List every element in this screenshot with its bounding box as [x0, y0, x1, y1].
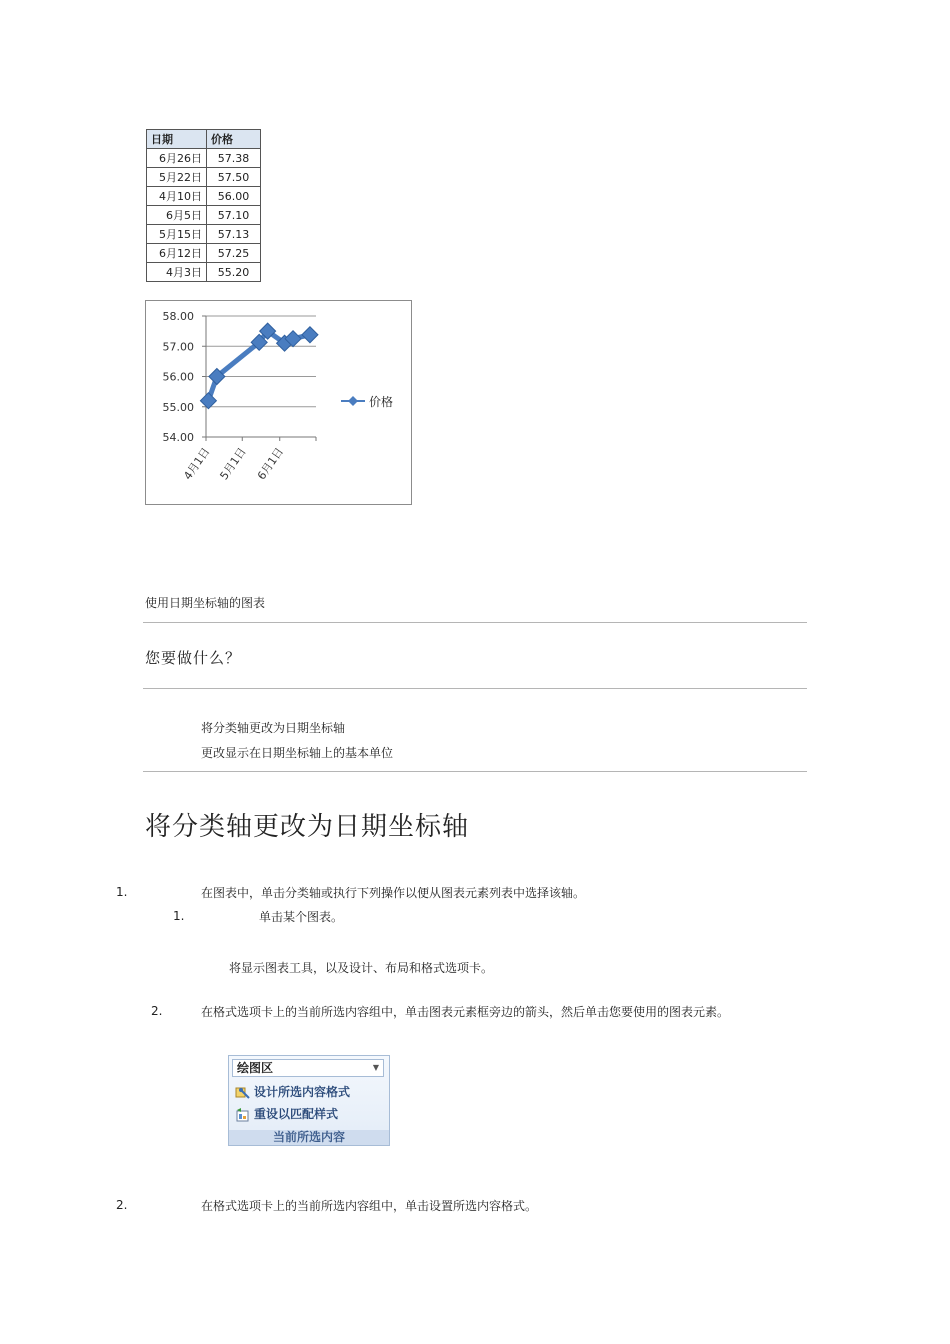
cell-price: 57.38 [207, 149, 261, 168]
table-row [147, 149, 261, 168]
link-change-base-unit[interactable]: 更改显示在日期坐标轴上的基本单位 [201, 746, 394, 760]
reset-to-match-style-button[interactable] [235, 1105, 338, 1123]
table-row [147, 168, 261, 187]
line-chart [145, 300, 412, 505]
step-1b-number: 2. [151, 1004, 163, 1018]
step-2-number: 2. [116, 1198, 128, 1212]
step-1a-note: 将显示图表工具，以及设计、布局和格式选项卡。 [229, 961, 494, 975]
x-tick-label: 5月1日 [217, 445, 249, 483]
chevron-down-icon[interactable]: ▼ [372, 1063, 379, 1072]
y-tick-label: 58.00 [162, 310, 194, 323]
cell-price: 55.20 [207, 263, 261, 282]
cell-price: 57.25 [207, 244, 261, 263]
divider [143, 771, 807, 772]
cell-date: 4月10日 [147, 187, 207, 206]
cell-price: 57.50 [207, 168, 261, 187]
header-price: 价格 [207, 130, 261, 149]
link-change-to-date-axis[interactable]: 将分类轴更改为日期坐标轴 [201, 721, 346, 735]
cell-date: 5月15日 [147, 225, 207, 244]
price-data-table [146, 129, 261, 282]
reset-style-icon [235, 1108, 251, 1122]
question-heading: 您要做什么？ [145, 649, 242, 667]
format-selection-label: 设计所选内容格式 [254, 1085, 351, 1099]
cell-date: 6月12日 [147, 244, 207, 263]
current-selection-group [228, 1055, 390, 1146]
divider [143, 622, 807, 623]
table-header-row [147, 130, 261, 149]
step-2-text: 在格式选项卡上的当前所选内容组中，单击设置所选内容格式。 [201, 1199, 538, 1213]
section-heading: 将分类轴更改为日期坐标轴 [145, 812, 470, 842]
cell-price: 57.13 [207, 225, 261, 244]
divider [143, 688, 807, 689]
y-tick-label: 56.00 [162, 370, 194, 384]
cell-date: 6月5日 [147, 206, 207, 225]
table-row [147, 187, 261, 206]
y-tick-label: 54.00 [162, 431, 194, 444]
figure-caption: 使用日期坐标轴的图表 [145, 596, 266, 610]
chart-svg [146, 301, 411, 504]
y-tick-label: 57.00 [162, 340, 194, 354]
step-1-number: 1. [116, 885, 128, 899]
format-selection-icon [235, 1086, 251, 1100]
chart-elements-dropdown[interactable] [232, 1059, 384, 1077]
legend-marker [348, 396, 358, 406]
cell-price: 56.00 [207, 187, 261, 206]
cell-date: 5月22日 [147, 168, 207, 187]
table-row [147, 225, 261, 244]
step-1-text: 在图表中，单击分类轴或执行下列操作以便从图表元素列表中选择该轴。 [201, 886, 586, 900]
table-row [147, 263, 261, 282]
reset-style-label: 重设以匹配样式 [254, 1107, 339, 1121]
cell-date: 6月26日 [147, 149, 207, 168]
data-point [302, 327, 318, 343]
table-row [147, 206, 261, 225]
cell-date: 4月3日 [147, 263, 207, 282]
y-tick-label: 55.00 [162, 400, 194, 414]
format-selection-button[interactable] [235, 1083, 350, 1101]
header-date: 日期 [147, 130, 207, 149]
step-1b-text: 在格式选项卡上的当前所选内容组中，单击图表元素框旁边的箭头，然后单击您要使用的图表元素。 [201, 1005, 730, 1019]
cell-price: 57.10 [207, 206, 261, 225]
x-tick-label: 6月1日 [254, 445, 287, 483]
step-1a-number: 1. [173, 909, 185, 923]
table-row [147, 244, 261, 263]
dropdown-value: 绘图区 [237, 1061, 274, 1075]
x-tick-label: 4月1日 [181, 445, 213, 483]
legend-label: 价格 [369, 395, 394, 409]
group-label: 当前所选内容 [229, 1130, 389, 1145]
step-1a-text: 单击某个图表。 [259, 910, 344, 924]
